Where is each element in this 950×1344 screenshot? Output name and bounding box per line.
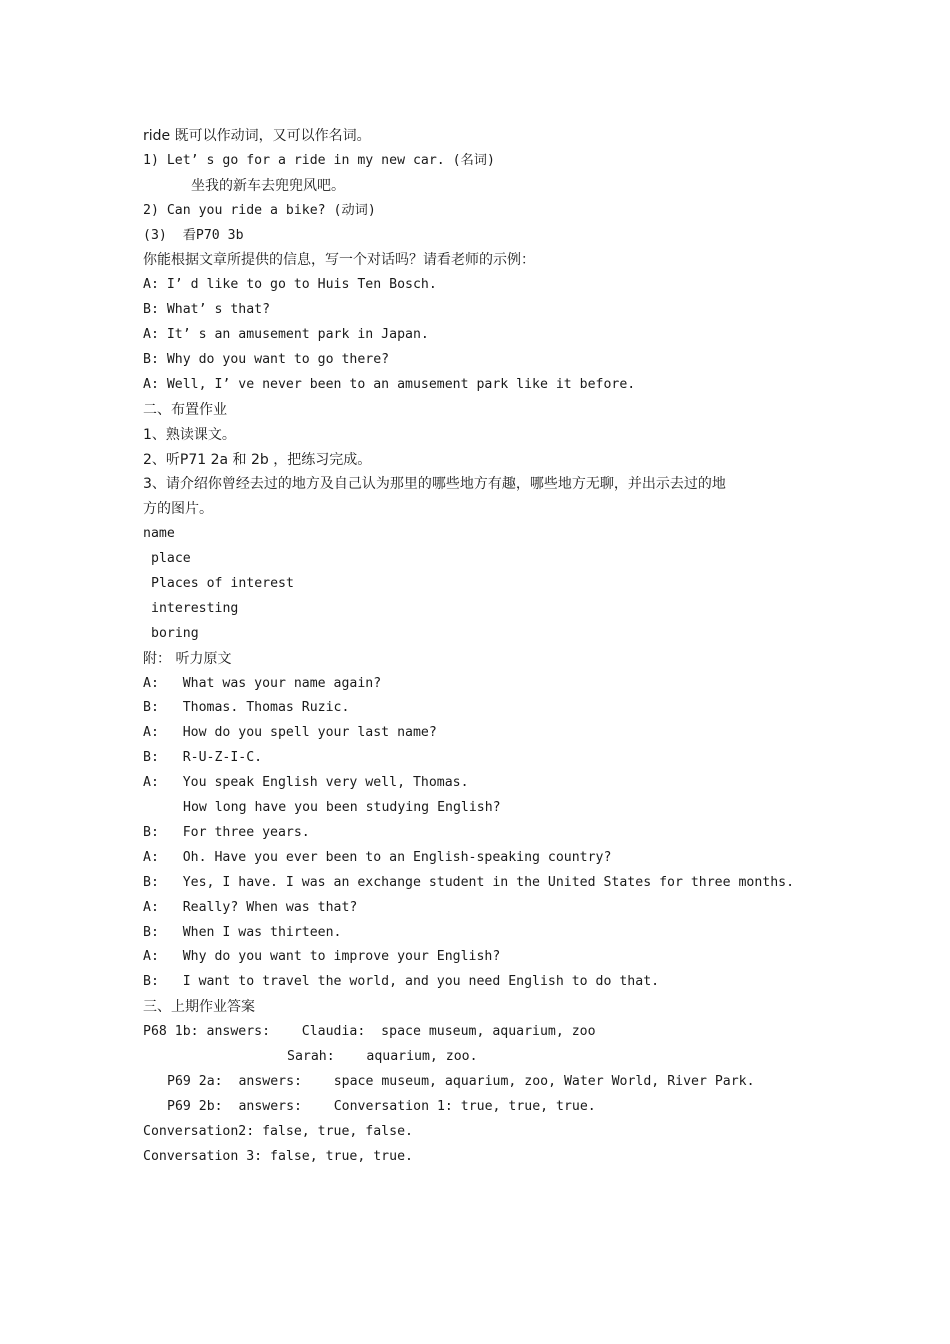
script-line: A: Why do you want to improve your English?	[143, 949, 501, 965]
dialogue-instruction: 你能根据文章所提供的信息，写一个对话吗？请看老师的示例：	[143, 252, 535, 269]
answer-line-conversation-2: Conversation2: false, true, false.	[143, 1123, 413, 1139]
answer-line-conversation-3: Conversation 3: false, true, true.	[143, 1148, 413, 1164]
table-label-places-of-interest: Places of interest	[151, 576, 294, 592]
table-label-name: name	[143, 526, 175, 542]
script-line: B: When I was thirteen.	[143, 924, 342, 940]
script-line: B: I want to travel the world, and you need English to do that.	[143, 974, 660, 990]
script-line: A: Oh. Have you ever been to an English-speaking country?	[143, 849, 612, 865]
table-label-place: place	[151, 551, 191, 567]
dialogue-line: A: It’ s an amusement park in Japan.	[143, 327, 429, 343]
example-2-line: 2) Can you ride a bike? (动词)	[143, 202, 376, 218]
ride-note-line: ride 既可以作动词，又可以作名词。	[143, 128, 371, 144]
script-line: B: Thomas. Thomas Ruzic.	[143, 700, 350, 716]
answer-line-p68: P68 1b: answers: Claudia: space museum, aquarium, zoo	[143, 1024, 596, 1040]
script-line: A: Really? When was that?	[143, 899, 358, 915]
answer-line-p68-sarah: Sarah: aquarium, zoo.	[287, 1048, 478, 1064]
script-line: A: You speak English very well, Thomas.	[143, 775, 469, 791]
script-line: B: Yes, I have. I was an exchange student in the United States for three months.	[143, 874, 795, 890]
script-line: B: For three years.	[143, 824, 310, 840]
section-heading-listening-script: 附： 听力原文	[143, 650, 232, 667]
section-heading-answers: 三、上期作业答案	[143, 999, 255, 1016]
answer-line-p69-2b: P69 2b: answers: Conversation 1: true, true, true.	[167, 1098, 596, 1114]
script-line: B: R-U-Z-I-C.	[143, 750, 263, 766]
dialogue-line: B: What’ s that?	[143, 302, 271, 318]
answer-line-p69-2a: P69 2a: answers: space museum, aquarium, zoo, Water World, River Park.	[167, 1073, 755, 1089]
example-1-line: 1) Let’ s go for a ride in my new car. (名词)	[143, 152, 495, 168]
homework-item-2: 2、听P71 2a 和 2b ，把练习完成。	[143, 451, 372, 468]
script-line: How long have you been studying English?	[183, 800, 501, 816]
homework-item-3-continued: 方的图片。	[143, 501, 213, 518]
table-label-boring: boring	[151, 625, 199, 641]
script-line: A: What was your name again?	[143, 675, 382, 691]
dialogue-line: B: Why do you want to go there?	[143, 352, 390, 368]
step-3-line: (3) 看P70 3b	[143, 227, 244, 243]
document-body	[143, 124, 823, 1169]
example-1-translation: 坐我的新车去兜兜风吧。	[191, 177, 345, 194]
dialogue-line: A: I’ d like to go to Huis Ten Bosch.	[143, 277, 437, 293]
table-label-interesting: interesting	[151, 600, 239, 616]
homework-item-1: 1、熟读课文。	[143, 426, 236, 443]
script-line: A: How do you spell your last name?	[143, 725, 437, 741]
dialogue-line: A: Well, I’ ve never been to an amusement park like it before.	[143, 376, 636, 392]
homework-item-3: 3、请介绍你曾经去过的地方及自己认为那里的哪些地方有趣，哪些地方无聊，并出示去过的地	[143, 476, 726, 493]
section-heading-homework: 二、布置作业	[143, 401, 227, 418]
